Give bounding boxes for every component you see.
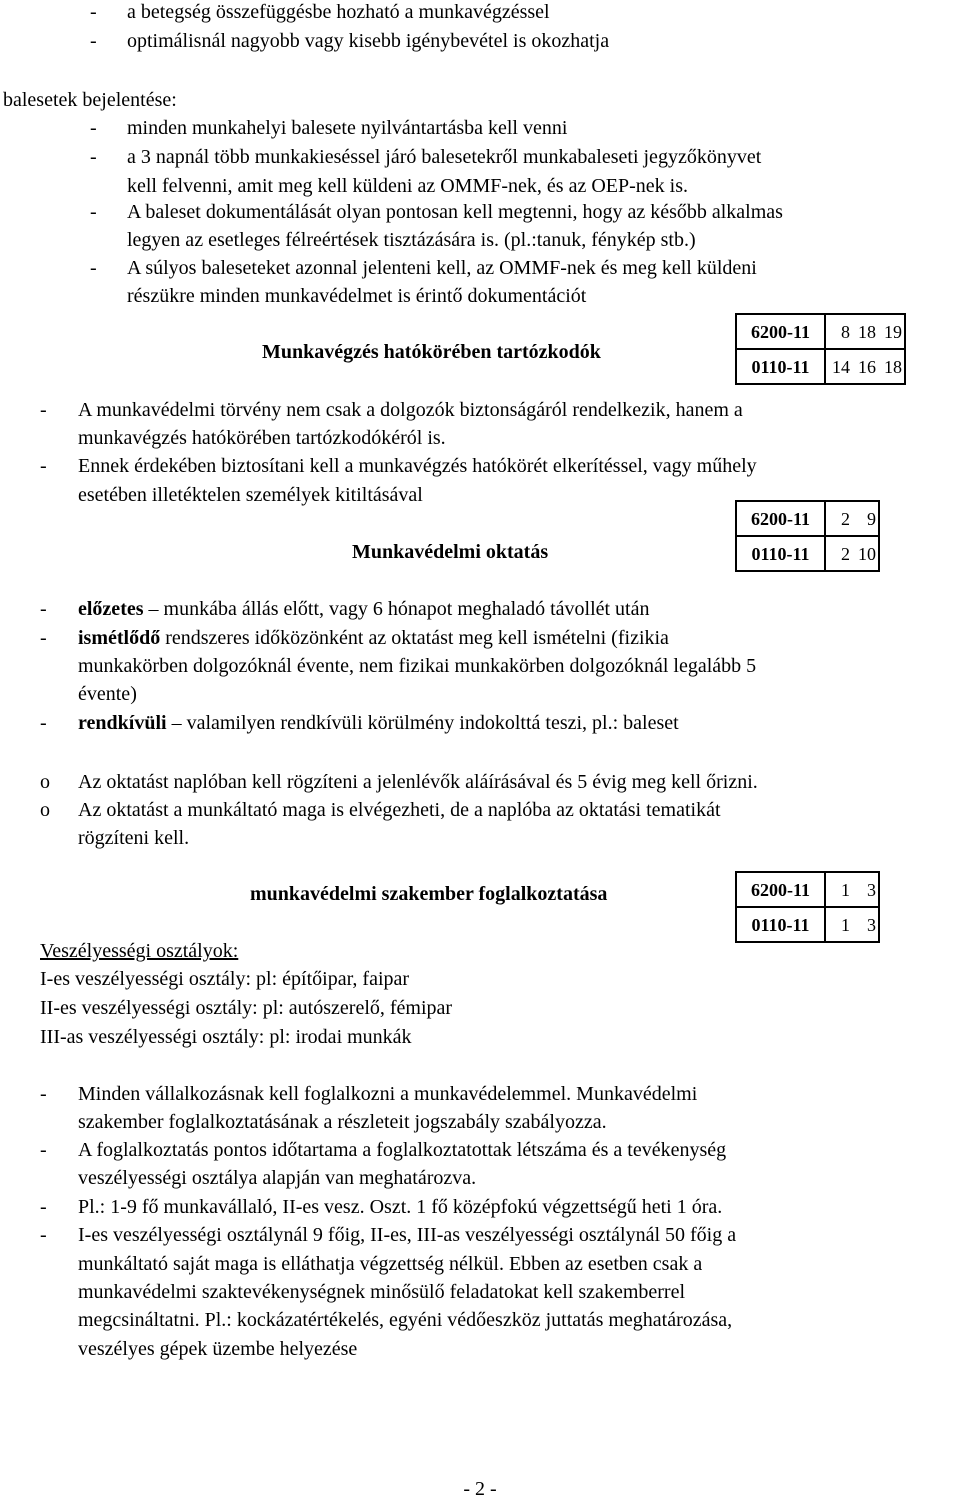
text-run: – munkába állás előtt, vagy 6 hónapot meghaladó távollét után	[143, 598, 650, 620]
text-line: veszélyes gépek üzembe helyezése	[78, 1338, 358, 1360]
num-cell: 2	[825, 536, 852, 571]
text-line: A munkavédelmi törvény nem csak a dolgozók biztonságáról rendelkezik, hanem a	[78, 399, 743, 421]
text-line: A súlyos baleseteket azonnal jelenteni kell, az OMMF-nek és meg kell küldeni	[127, 257, 757, 279]
text-line: minden munkahelyi balesete nyilvántartásba kell venni	[127, 117, 568, 139]
num-cell: 2	[825, 501, 852, 536]
text-line: II-es veszélyességi osztály: pl: autószerelő, fémipar	[40, 997, 453, 1019]
num-cell: 18	[852, 314, 878, 349]
subheading: Veszélyességi osztályok:	[40, 940, 239, 962]
list-dash: -	[90, 1, 97, 23]
code-cell: 0110-11	[736, 349, 825, 384]
num-cell: 18	[878, 349, 905, 384]
text-line: munkavégzés hatókörében tartózkodókéról is.	[78, 427, 446, 449]
text-line: Az oktatást a munkáltató maga is elvégezheti, de a naplóba az oktatási tematikát	[78, 799, 721, 821]
list-dash: -	[90, 257, 97, 279]
text-run: rendszeres időközönként az oktatást meg kell ismételni (fizikia	[160, 627, 669, 649]
text-line	[78, 626, 669, 650]
text-run: – valamilyen rendkívüli körülmény indokolttá teszi, pl.: baleset	[166, 712, 679, 734]
code-row	[736, 907, 879, 942]
text-line: A foglalkoztatás pontos időtartama a foglalkoztatottak létszáma és a tevékenység	[78, 1139, 727, 1161]
code-table	[735, 871, 880, 943]
list-dash: -	[90, 117, 97, 139]
section-title: munkavédelmi szakember foglalkoztatása	[250, 883, 608, 905]
text-line: munkavédelmi szaktevékenységnek minősülő feladatokat kell szakemberrel	[78, 1281, 686, 1303]
text-line: rögzíteni kell.	[78, 827, 190, 849]
text-line: részükre minden munkavédelmet is érintő dokumentációt	[127, 285, 587, 307]
text-line: Minden vállalkozásnak kell foglalkozni a munkavédelemmel. Munkavédelmi	[78, 1083, 698, 1105]
text-line: szakember foglalkoztatásának a részleteit jogszabály szabályozza.	[78, 1111, 607, 1133]
list-dash: -	[40, 627, 47, 649]
list-dash: -	[40, 1139, 47, 1161]
text-line: III-as veszélyességi osztály: pl: irodai munkák	[40, 1026, 412, 1048]
text-line: legyen az esetleges félreértések tisztázására is. (pl.:tanuk, fénykép stb.)	[127, 229, 696, 251]
num-cell: 14	[825, 349, 852, 384]
text-line: a 3 napnál több munkakieséssel járó balesetekről munkabaleseti jegyzőkönyvet	[127, 146, 762, 168]
num-cell: 10	[852, 536, 879, 571]
bold-term: előzetes	[78, 598, 144, 620]
code-row	[736, 314, 905, 349]
text-line: kell felvenni, amit meg kell küldeni az OMMF-nek, és az OEP-nek is.	[127, 175, 688, 197]
code-table	[735, 313, 906, 385]
list-dash: -	[40, 1224, 47, 1246]
section-heading: balesetek bejelentése:	[3, 89, 177, 111]
text-line: munkáltató saját maga is elláthatja végzettség nélkül. Ebben az esetben csak a	[78, 1253, 703, 1275]
text-line: optimálisnál nagyobb vagy kisebb igénybevétel is okozhatja	[127, 30, 610, 52]
code-row	[736, 872, 879, 907]
section-title: Munkavégzés hatókörében tartózkodók	[262, 341, 601, 363]
list-dash: -	[40, 399, 47, 421]
circle-bullet: o	[40, 771, 50, 793]
code-cell: 6200-11	[736, 501, 825, 536]
list-dash: -	[90, 201, 97, 223]
text-line: esetében illetéktelen személyek kitiltásával	[78, 484, 423, 506]
text-line: munkakörben dolgozóknál évente, nem fizikai munkakörben dolgozóknál legalább 5	[78, 655, 757, 677]
list-dash: -	[90, 146, 97, 168]
num-cell: 1	[825, 907, 852, 942]
section-title: Munkavédelmi oktatás	[352, 541, 549, 563]
text-line: a betegség összefüggésbe hozható a munkavégzéssel	[127, 1, 550, 23]
code-cell: 0110-11	[736, 536, 825, 571]
text-line	[78, 597, 650, 621]
list-dash: -	[40, 712, 47, 734]
text-line: I-es veszélyességi osztálynál 9 főig, II-es, III-as veszélyességi osztálynál 50 főig a	[78, 1224, 737, 1246]
code-cell: 6200-11	[736, 314, 825, 349]
num-cell: 16	[852, 349, 878, 384]
num-cell: 9	[852, 501, 879, 536]
text-line	[78, 711, 679, 735]
code-row	[736, 349, 905, 384]
text-line: megcsináltatni. Pl.: kockázatértékelés, egyéni védőeszköz juttatás meghatározása,	[78, 1309, 733, 1331]
bold-term: rendkívüli	[78, 712, 167, 734]
text-line: évente)	[78, 683, 137, 705]
list-dash: -	[90, 30, 97, 52]
list-dash: -	[40, 1196, 47, 1218]
num-cell: 3	[852, 872, 879, 907]
code-row	[736, 536, 879, 571]
code-cell: 0110-11	[736, 907, 825, 942]
text-line: A baleset dokumentálását olyan pontosan kell megtenni, hogy az később alkalmas	[127, 201, 783, 223]
num-cell: 19	[878, 314, 905, 349]
bold-term: ismétlődő	[78, 627, 161, 649]
circle-bullet: o	[40, 799, 50, 821]
code-cell: 6200-11	[736, 872, 825, 907]
text-line: Az oktatást naplóban kell rögzíteni a jelenlévők aláírásával és 5 évig meg kell őrizni.	[78, 771, 758, 793]
list-dash: -	[40, 1083, 47, 1105]
text-line: Ennek érdekében biztosítani kell a munkavégzés hatókörét elkerítéssel, vagy műhely	[78, 455, 757, 477]
text-line: Pl.: 1-9 fő munkavállaló, II-es vesz. Oszt. 1 fő középfokú végzettségű heti 1 óra.	[78, 1196, 723, 1218]
code-row	[736, 501, 879, 536]
page-number: - 2 -	[463, 1478, 497, 1500]
num-cell: 3	[852, 907, 879, 942]
list-dash: -	[40, 598, 47, 620]
code-table	[735, 500, 880, 572]
num-cell: 1	[825, 872, 852, 907]
text-line: veszélyességi osztálya alapján van meghatározva.	[78, 1167, 477, 1189]
text-line: I-es veszélyességi osztály: pl: építőipar, faipar	[40, 968, 410, 990]
list-dash: -	[40, 455, 47, 477]
num-cell: 8	[825, 314, 852, 349]
